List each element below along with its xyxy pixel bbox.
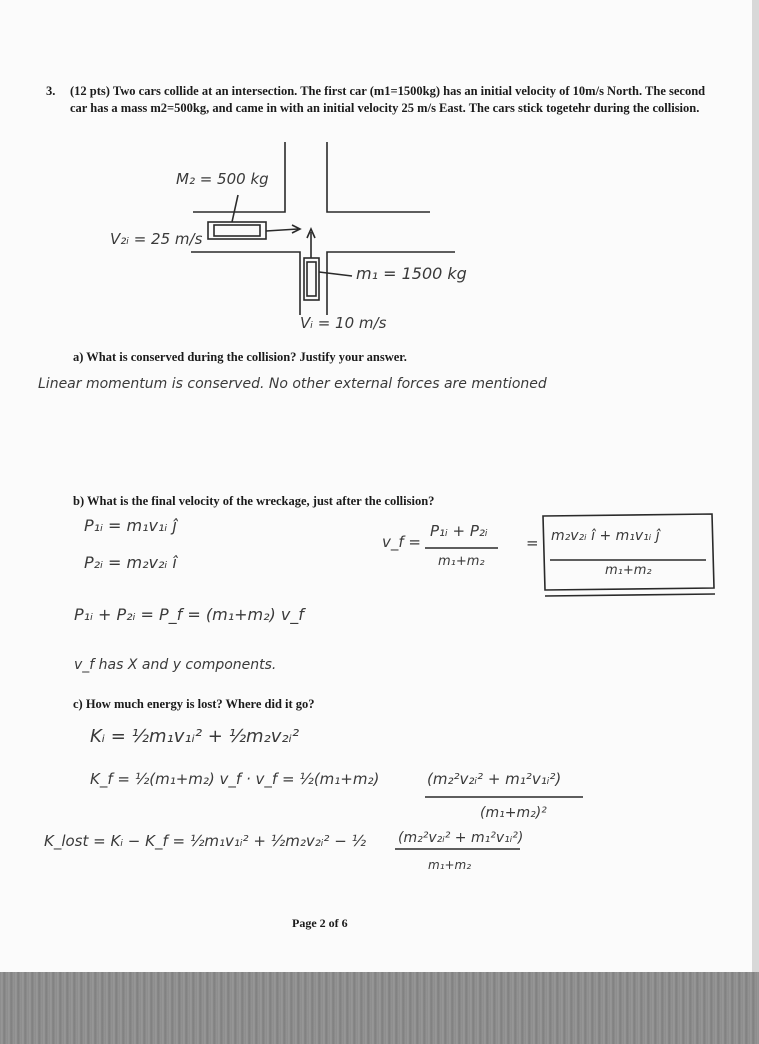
scan-artifact-strip: [0, 972, 759, 1044]
lost-kinetic-energy-lhs: K_lost = Kᵢ − K_f = ½m₁v₁ᵢ² + ½m₂v₂ᵢ² − ½: [44, 832, 367, 850]
vf-numerator: P₁ᵢ + P₂ᵢ: [430, 522, 488, 540]
car2-mass-label: M₂ = 500 kg: [176, 170, 269, 188]
momentum-eq-2: P₂ᵢ = m₂v₂ᵢ î: [84, 553, 177, 572]
part-b-question: b) What is the final velocity of the wreckage, just after the collision?: [73, 494, 435, 508]
car1-mass-label: m₁ = 1500 kg: [356, 264, 467, 283]
momentum-conservation-eq: P₁ᵢ + P₂ᵢ = P_f = (m₁+m₂) v_f: [74, 605, 304, 624]
final-kinetic-energy-numerator: (m₂²v₂ᵢ² + m₁²v₁ᵢ²): [427, 770, 562, 788]
lost-kinetic-energy-numerator: (m₂²v₂ᵢ² + m₁²v₁ᵢ²): [398, 830, 524, 846]
vf-lhs: v_f =: [382, 533, 421, 551]
vf-components-note: v_f has X and y components.: [74, 657, 277, 673]
vf-denominator: m₁+m₂: [438, 554, 485, 569]
part-a-answer: Linear momentum is conserved. No other external forces are mentioned: [38, 376, 547, 392]
boxed-denominator: m₁+m₂: [605, 563, 652, 578]
question-number: 3.: [46, 84, 56, 98]
initial-kinetic-energy: Kᵢ = ½m₁v₁ᵢ² + ½m₂v₂ᵢ²: [90, 726, 300, 747]
car2-velocity-label: V₂ᵢ = 25 m/s: [110, 230, 203, 248]
final-kinetic-energy-denominator: (m₁+m₂)²: [480, 805, 547, 821]
question-text: (12 pts) Two cars collide at an intersection. The first car (m1=1500kg) has an initial velocity of 10m/s North. The second car has a mass m2=500kg, and came in with an initial velocity 25 m/s East. The cars stick togetehr during the collision.: [70, 84, 706, 115]
momentum-eq-1: P₁ᵢ = m₁v₁ᵢ ĵ: [84, 516, 177, 535]
part-a-question: a) What is conserved during the collision? Justify your answer.: [73, 350, 407, 364]
vf-equals: =: [526, 534, 539, 552]
part-c-question: c) How much energy is lost? Where did it go?: [73, 697, 315, 711]
final-kinetic-energy-lhs: K_f = ½(m₁+m₂) v_f · v_f = ½(m₁+m₂): [90, 770, 380, 788]
page-footer: Page 2 of 6: [292, 916, 348, 930]
lost-kinetic-energy-denominator: m₁+m₂: [428, 858, 472, 872]
boxed-numerator: m₂v₂ᵢ î + m₁v₁ᵢ ĵ: [551, 528, 660, 544]
car1-velocity-label: Vᵢ = 10 m/s: [300, 314, 387, 332]
